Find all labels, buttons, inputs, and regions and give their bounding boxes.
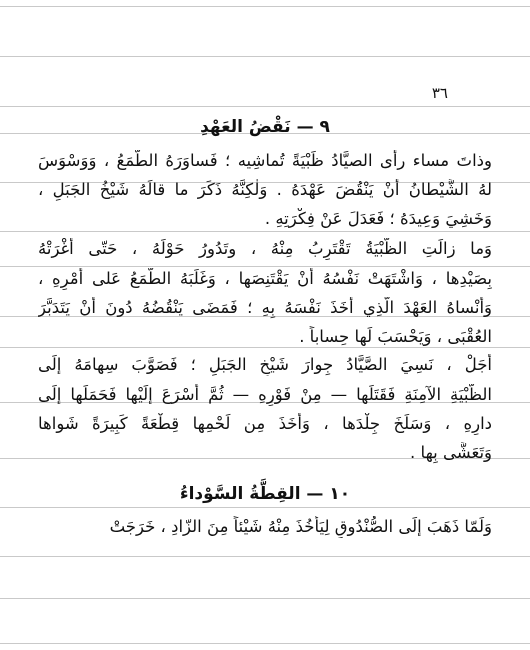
text-line: وَخَشِيَ وَعِيدَهُ ؛ فَعَدَلَ عَنْ فِكْرَتِهِ . — [264, 209, 492, 228]
text-line: العُقْبَى ، وَيَحْسَبَ لَها حِساباً . — [299, 327, 492, 346]
section-title: ١٠ — القِطَّةُ السَّوْداءُ — [179, 484, 351, 504]
text-line: لهُ الشَّيْطانُ أنْ يَنْقُضَ عَهْدَهُ . وَلٰكِنَّهُ ذَكَرَ ما قالَهُ شَيْخُ الجَبَلِ ، — [38, 180, 492, 199]
text-line: أَجَلْ ، نَسِيَ الصَّيَّادُ جِوارَ شَيْخِ الجَبَلِ ؛ فَصَوَّبَ سِهامَهُ إلَى — [38, 355, 492, 374]
text-line: وَتَعَشَّى بِها . — [410, 443, 492, 462]
text-line: وذاتَ مساء رأى الصيَّادُ ظَبْيَةً تُماشِيه ؛ فَساوَرَهُ الطَّمَعُ ، وَوَسْوَسَ — [38, 151, 492, 170]
section-title: ٩ — نَقْضُ العَهْدِ — [200, 117, 330, 137]
text-line: وَلَمّا ذَهَبَ إلَى الصُّنْدُوقِ لِيَأْخُذَ مِنْهُ شَيْئاً مِنَ الزّادِ ، خَرَجَتْ — [109, 517, 492, 536]
text-line: الظَّبْيَةِ الآمِنَةِ فَقَتَلَها — مِنْ فَوْرِهِ — ثُمَّ أَسْرَعَ إلَيْها فَحَمَلَها إلَى — [38, 385, 492, 404]
text-line: دارِهِ ، وَسَلَخَ جِلْدَها ، وَأَخَذَ مِن لَحْمِها قِطْعَةً كَبِيرَةً شَواها — [38, 414, 492, 433]
text-line: وَما زالَتِ الظَّبْيَةُ تَقْتَرِبُ مِنْهُ ، وتَدُورُ حَوْلَهُ ، حَتّى أغْرَتْهُ — [38, 239, 492, 258]
text-line: وَأَنْساهُ العَهْدَ الَّذِي أَخَذَ نَفْسَهُ بِهِ ؛ فَمَضَى يَنْقُضُهُ دُونَ أنْ يَتَدَبَّرَ — [38, 298, 492, 317]
text-line: بِصَيْدِها ، وَاشْتَهَتْ نَفْسُهُ أنْ يَقْتَنِصَها ، وَغَلَبَهُ الطَّمَعُ عَلى أمْرِهِ ، — [38, 269, 492, 288]
page-number: ٣٦ — [431, 84, 448, 102]
